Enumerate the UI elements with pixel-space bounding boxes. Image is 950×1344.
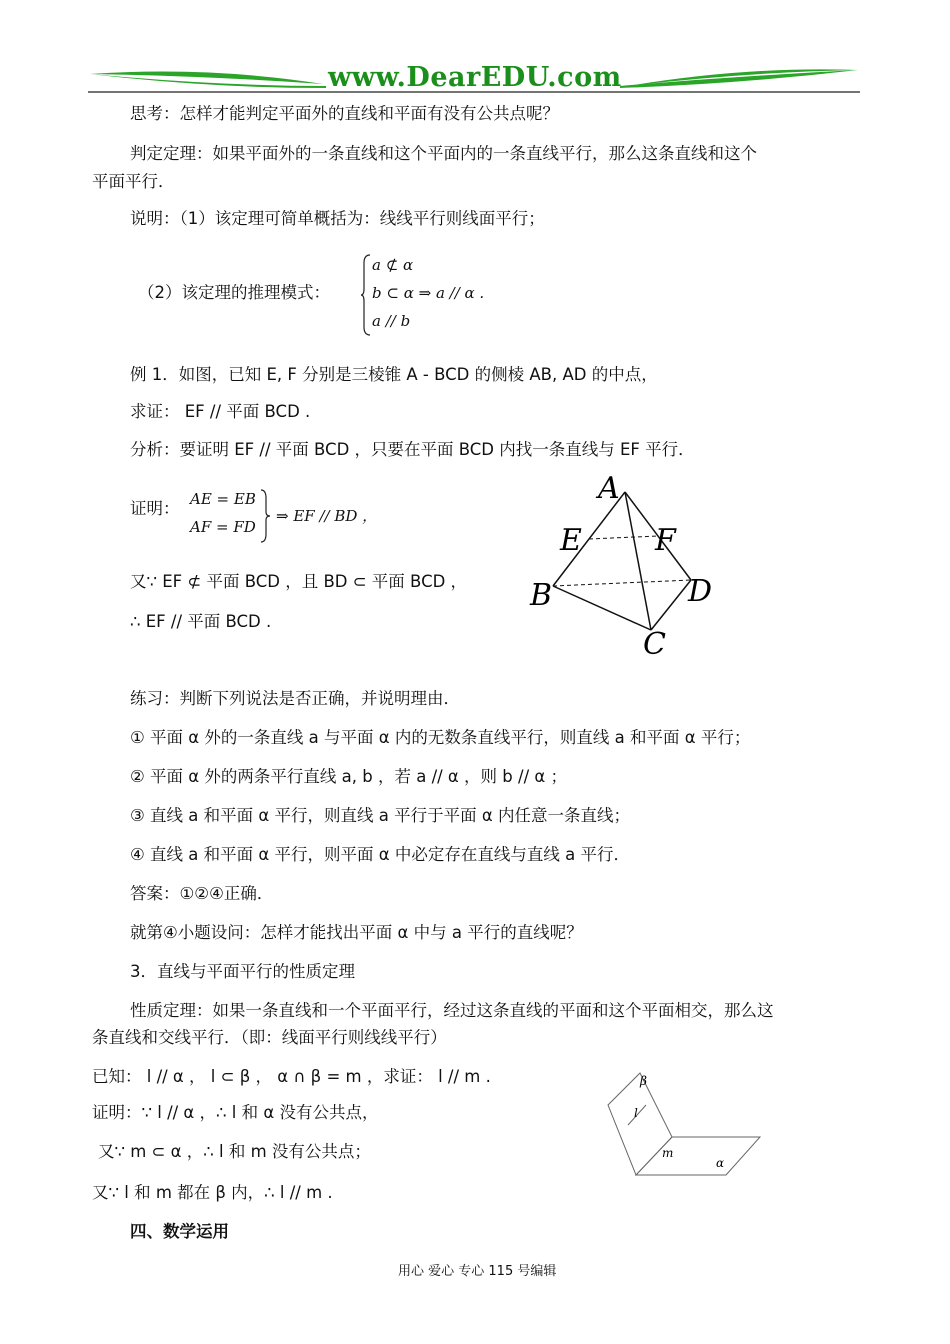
tetrahedron-figure — [525, 470, 735, 660]
theorem-line-1: 判定定理：如果平面外的一条直线和这个平面内的一条直线平行，那么这条直线和这个 — [130, 144, 757, 163]
label-B: B — [530, 578, 553, 613]
plane-alpha — [636, 1137, 760, 1175]
label-A: A — [598, 471, 620, 506]
site-logo-text: www.DearEDU.com — [328, 62, 622, 93]
section-4-heading: 四、数学运用 — [130, 1222, 229, 1241]
proof-system — [188, 488, 418, 544]
prove-statement: 求证： EF // 平面 BCD . — [130, 402, 311, 421]
edge-DC — [651, 580, 691, 630]
planes-figure — [600, 1065, 780, 1185]
edge-EF-dashed — [589, 536, 658, 539]
label-C: C — [643, 627, 666, 660]
answer: 答案：①②④正确． — [130, 884, 274, 903]
analysis: 分析：要证明 EF // 平面 BCD ，只要在平面 BCD 内找一条直线与 EF 平行． — [130, 440, 695, 459]
proof2-line-1: 证明：∵ l // α ，∴ l 和 α 没有公共点， — [92, 1103, 379, 1122]
given-statement: 已知： l // α ， l ⊂ β ， α ∩ β = m ，求证： l // m . — [92, 1067, 491, 1086]
pattern-row-3: a // b — [372, 312, 411, 330]
proof-row-2: AF = FD — [190, 518, 256, 536]
theorem-line-2: 平面平行． — [92, 172, 175, 191]
edge-BD-dashed — [553, 580, 691, 586]
label-l: l — [634, 1106, 638, 1120]
label-m: m — [662, 1146, 674, 1160]
edge-BC — [553, 586, 651, 630]
follow-up-question: 就第④小题设问：怎样才能找出平面 α 中与 a 平行的直线呢？ — [130, 923, 583, 942]
note-2-label: （2）该定理的推理模式： — [138, 283, 330, 302]
proof-row-1: AE = EB — [190, 490, 256, 508]
proof2-line-3: 又∵ l 和 m 都在 β 内，∴ l // m . — [92, 1183, 333, 1202]
label-beta: β — [640, 1074, 647, 1088]
note-1: 说明：（1）该定理可简单概括为：线线平行则线面平行； — [130, 209, 545, 228]
label-D: D — [688, 574, 713, 609]
proof-conclusion: ⇒ EF // BD ， — [276, 507, 378, 525]
practice-item-3: ③ 直线 a 和平面 α 平行，则直线 a 平行于平面 α 内任意一条直线； — [130, 806, 630, 825]
pattern-row-2: b ⊂ α ⇒ a // α . — [372, 284, 485, 302]
example-1: 例 1．如图，已知 E, F 分别是三棱锥 A - BCD 的侧棱 AB, AD 的中点， — [130, 365, 658, 384]
practice-title: 练习：判断下列说法是否正确，并说明理由． — [130, 689, 460, 708]
right-brace-icon — [260, 488, 272, 544]
section-3-heading: 3．直线与平面平行的性质定理 — [130, 962, 355, 981]
page-header — [88, 62, 860, 96]
practice-item-1: ① 平面 α 外的一条直线 a 与平面 α 内的无数条直线平行，则直线 a 和平面 α 平行； — [130, 728, 751, 747]
proof-label: 证明： — [130, 499, 180, 518]
label-E: E — [560, 523, 582, 558]
think-question: 思考：怎样才能判定平面外的直线和平面有没有公共点呢？ — [130, 104, 559, 123]
property-theorem-line-1: 性质定理：如果一条直线和一个平面平行，经过这条直线的平面和这个平面相交，那么这 — [130, 1001, 774, 1020]
reasoning-pattern — [360, 253, 520, 337]
proof2-line-2: 又∵ m ⊂ α ，∴ l 和 m 没有公共点； — [98, 1142, 371, 1161]
pattern-row-1: a ⊄ α — [372, 256, 414, 274]
page-footer: 用心 爱心 专心 115 号编辑 — [398, 1264, 557, 1279]
proof-also: 又∵ EF ⊄ 平面 BCD ，且 BD ⊂ 平面 BCD ， — [130, 572, 468, 591]
label-alpha: α — [716, 1156, 725, 1170]
edge-AC — [625, 492, 651, 630]
property-theorem-line-2: 条直线和交线平行．（即：线面平行则线线平行） — [92, 1028, 447, 1047]
label-F: F — [655, 523, 676, 558]
practice-item-2: ② 平面 α 外的两条平行直线 a, b ，若 a // α ，则 b // α ； — [130, 767, 568, 786]
proof-therefore: ∴ EF // 平面 BCD . — [130, 612, 272, 631]
practice-item-4: ④ 直线 a 和平面 α 平行，则平面 α 中必定存在直线与直线 a 平行． — [130, 845, 630, 864]
left-brace-icon — [360, 253, 372, 337]
